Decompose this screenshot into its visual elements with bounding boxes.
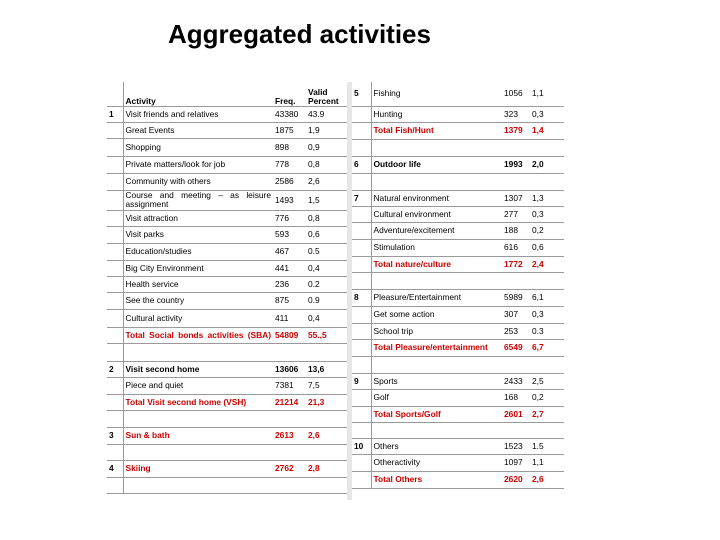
table-row xyxy=(352,356,564,373)
row-number xyxy=(352,406,371,422)
freq-cell: 2601 xyxy=(502,406,530,422)
freq-cell: 778 xyxy=(273,156,306,173)
freq-cell: 54809 xyxy=(273,327,306,343)
table-row xyxy=(107,343,347,361)
row-number xyxy=(107,243,123,260)
table-row xyxy=(352,454,564,471)
activity-cell: Total Others xyxy=(371,471,502,488)
table-row xyxy=(107,226,347,243)
percent-cell: 0,8 xyxy=(306,156,347,173)
percent-cell: 0,6 xyxy=(530,239,564,256)
percent-cell: 0,2 xyxy=(530,389,564,406)
table-row xyxy=(352,256,564,272)
percent-cell: 43.9 xyxy=(306,106,347,122)
percent-cell xyxy=(530,272,564,289)
activity-cell: Total Visit second home (VSH) xyxy=(123,394,273,410)
row-number xyxy=(352,222,371,239)
header-activity: Activity xyxy=(123,82,273,106)
percent-cell: 0,8 xyxy=(306,210,347,226)
row-number xyxy=(352,356,371,373)
table-row xyxy=(107,394,347,410)
activity-cell: Get some action xyxy=(371,306,502,323)
activity-cell: Big City Environment xyxy=(123,260,273,276)
row-number xyxy=(107,138,123,156)
percent-cell: 1,9 xyxy=(306,122,347,138)
row-number xyxy=(352,106,371,122)
table-row xyxy=(352,389,564,406)
percent-cell xyxy=(530,139,564,156)
row-number: 10 xyxy=(352,438,371,454)
freq-cell: 1379 xyxy=(502,122,530,139)
freq-cell xyxy=(502,272,530,289)
freq-cell: 1772 xyxy=(502,256,530,272)
row-number: 6 xyxy=(352,156,371,173)
row-number xyxy=(352,173,371,190)
percent-cell: 1,1 xyxy=(530,82,564,106)
activity-cell: Visit parks xyxy=(123,226,273,243)
table-row xyxy=(107,190,347,210)
freq-cell xyxy=(502,139,530,156)
table-row xyxy=(352,106,564,122)
table-row xyxy=(107,460,347,477)
activity-cell: Education/studies xyxy=(123,243,273,260)
freq-cell: 253 xyxy=(502,323,530,339)
row-number xyxy=(107,210,123,226)
activity-cell: Total Social bonds activities (SBA) xyxy=(123,327,273,343)
activity-cell xyxy=(371,173,502,190)
activity-cell: Great Events xyxy=(123,122,273,138)
table-row xyxy=(107,173,347,190)
percent-cell: 0,9 xyxy=(306,138,347,156)
activity-cell: Total Fish/Hunt xyxy=(371,122,502,139)
table-row xyxy=(107,260,347,276)
freq-cell: 1993 xyxy=(502,156,530,173)
row-number xyxy=(352,256,371,272)
freq-cell: 307 xyxy=(502,306,530,323)
table-row xyxy=(352,239,564,256)
activity-cell: Cultural environment xyxy=(371,206,502,222)
freq-cell xyxy=(273,477,306,493)
row-number xyxy=(107,226,123,243)
row-number: 8 xyxy=(352,289,371,306)
percent-cell xyxy=(306,444,347,460)
freq-cell: 1875 xyxy=(273,122,306,138)
percent-cell: 0,4 xyxy=(306,309,347,327)
freq-cell: 1307 xyxy=(502,190,530,206)
activity-cell: School trip xyxy=(371,323,502,339)
table-row xyxy=(107,427,347,444)
table-row xyxy=(352,323,564,339)
table-row xyxy=(107,156,347,173)
percent-cell: 1,3 xyxy=(530,190,564,206)
freq-cell: 236 xyxy=(273,276,306,292)
freq-cell: 776 xyxy=(273,210,306,226)
row-number: 7 xyxy=(352,190,371,206)
table-row xyxy=(352,438,564,454)
row-number xyxy=(352,389,371,406)
freq-cell: 875 xyxy=(273,292,306,309)
activity-cell: Visit attraction xyxy=(123,210,273,226)
activity-cell: Visit second home xyxy=(123,361,273,377)
table-row xyxy=(352,139,564,156)
row-number: 4 xyxy=(107,460,123,477)
freq-cell: 1523 xyxy=(502,438,530,454)
table-row xyxy=(107,138,347,156)
activity-cell: Visit friends and relatives xyxy=(123,106,273,122)
freq-cell: 188 xyxy=(502,222,530,239)
freq-cell xyxy=(502,173,530,190)
row-number: 3 xyxy=(107,427,123,444)
right-activity-table xyxy=(352,82,564,489)
percent-cell: 0,4 xyxy=(306,260,347,276)
row-number xyxy=(352,239,371,256)
row-number xyxy=(107,292,123,309)
activity-cell: Fishing xyxy=(371,82,502,106)
row-number xyxy=(107,260,123,276)
activity-cell xyxy=(371,422,502,438)
freq-cell xyxy=(273,343,306,361)
percent-cell: 6,7 xyxy=(530,339,564,356)
table-row xyxy=(352,173,564,190)
percent-cell: 0.3 xyxy=(530,323,564,339)
percent-cell: 0.9 xyxy=(306,292,347,309)
table-row xyxy=(107,292,347,309)
freq-cell: 411 xyxy=(273,309,306,327)
table-row xyxy=(352,190,564,206)
activity-cell: Hunting xyxy=(371,106,502,122)
row-number xyxy=(352,122,371,139)
activity-cell: Total Sports/Golf xyxy=(371,406,502,422)
percent-cell: 2,4 xyxy=(530,256,564,272)
percent-cell: 21,3 xyxy=(306,394,347,410)
activity-cell: Course and meeting – as leisure assignment xyxy=(123,190,273,210)
activity-cell: Pleasure/Entertainment xyxy=(371,289,502,306)
header-valid-percent: Valid Percent xyxy=(306,82,347,106)
row-number xyxy=(107,309,123,327)
row-number: 1 xyxy=(107,106,123,122)
percent-cell: 0,6 xyxy=(306,226,347,243)
table-row xyxy=(107,444,347,460)
row-number xyxy=(107,343,123,361)
activity-cell: Private matters/look for job xyxy=(123,156,273,173)
table-row xyxy=(107,276,347,292)
row-number xyxy=(352,422,371,438)
row-number xyxy=(352,471,371,488)
freq-cell: 467 xyxy=(273,243,306,260)
table-row xyxy=(352,289,564,306)
table-row xyxy=(107,377,347,394)
freq-cell: 323 xyxy=(502,106,530,122)
percent-cell: 1,5 xyxy=(306,190,347,210)
left-activity-table xyxy=(107,82,347,494)
freq-cell: 1097 xyxy=(502,454,530,471)
percent-cell: 0.5 xyxy=(306,243,347,260)
percent-cell: 2,6 xyxy=(306,173,347,190)
header-freq: Freq. xyxy=(273,82,306,106)
table-row xyxy=(107,327,347,343)
percent-cell: 2,0 xyxy=(530,156,564,173)
activity-cell: See the country xyxy=(123,292,273,309)
percent-cell: 0,2 xyxy=(530,222,564,239)
table-row xyxy=(107,122,347,138)
row-number xyxy=(352,339,371,356)
row-number xyxy=(107,477,123,493)
row-number xyxy=(107,276,123,292)
freq-cell: 13606 xyxy=(273,361,306,377)
activity-cell: Golf xyxy=(371,389,502,406)
table-row xyxy=(107,410,347,427)
freq-cell: 1493 xyxy=(273,190,306,210)
percent-cell: 2,8 xyxy=(306,460,347,477)
table-row xyxy=(352,122,564,139)
percent-cell xyxy=(306,343,347,361)
table-row xyxy=(352,272,564,289)
activity-cell: Others xyxy=(371,438,502,454)
row-number xyxy=(352,139,371,156)
activity-cell: Shopping xyxy=(123,138,273,156)
percent-cell: 0.2 xyxy=(306,276,347,292)
table-row xyxy=(107,361,347,377)
table-row xyxy=(107,477,347,493)
activity-cell: Otheractivity xyxy=(371,454,502,471)
freq-cell: 898 xyxy=(273,138,306,156)
activity-cell: Stimulation xyxy=(371,239,502,256)
activity-cell xyxy=(123,444,273,460)
activity-cell: Natural environment xyxy=(371,190,502,206)
freq-cell: 2586 xyxy=(273,173,306,190)
activity-cell xyxy=(371,139,502,156)
freq-cell xyxy=(502,422,530,438)
percent-cell: 1,1 xyxy=(530,454,564,471)
freq-cell: 7381 xyxy=(273,377,306,394)
percent-cell: 2,7 xyxy=(530,406,564,422)
percent-cell: 55.,5 xyxy=(306,327,347,343)
table-row xyxy=(352,306,564,323)
freq-cell: 2762 xyxy=(273,460,306,477)
freq-cell: 441 xyxy=(273,260,306,276)
percent-cell: 2,6 xyxy=(530,471,564,488)
table-row xyxy=(352,82,564,106)
row-number xyxy=(107,394,123,410)
table-row xyxy=(352,339,564,356)
freq-cell: 1056 xyxy=(502,82,530,106)
freq-cell: 43380 xyxy=(273,106,306,122)
freq-cell: 2433 xyxy=(502,373,530,389)
freq-cell xyxy=(273,410,306,427)
activity-cell xyxy=(371,272,502,289)
activity-cell: Sports xyxy=(371,373,502,389)
freq-cell: 5989 xyxy=(502,289,530,306)
percent-cell: 2,5 xyxy=(530,373,564,389)
activity-cell: Piece and quiet xyxy=(123,377,273,394)
table-row xyxy=(352,406,564,422)
freq-cell: 616 xyxy=(502,239,530,256)
table-row xyxy=(352,422,564,438)
percent-cell: 1,4 xyxy=(530,122,564,139)
row-number xyxy=(107,327,123,343)
activity-cell: Community with others xyxy=(123,173,273,190)
row-number: 2 xyxy=(107,361,123,377)
percent-cell xyxy=(530,173,564,190)
freq-cell: 2613 xyxy=(273,427,306,444)
percent-cell: 13,6 xyxy=(306,361,347,377)
percent-cell xyxy=(306,410,347,427)
percent-cell: 0,3 xyxy=(530,106,564,122)
activity-cell: Total nature/culture xyxy=(371,256,502,272)
percent-cell: 0,3 xyxy=(530,306,564,323)
table-row xyxy=(352,156,564,173)
freq-cell: 168 xyxy=(502,389,530,406)
row-number: 9 xyxy=(352,373,371,389)
row-number xyxy=(352,272,371,289)
table-row xyxy=(107,243,347,260)
activity-cell xyxy=(371,356,502,373)
freq-cell: 2620 xyxy=(502,471,530,488)
left-table-header xyxy=(107,82,347,106)
percent-cell: 6,1 xyxy=(530,289,564,306)
percent-cell xyxy=(530,356,564,373)
row-number xyxy=(352,306,371,323)
freq-cell: 21214 xyxy=(273,394,306,410)
freq-cell xyxy=(502,356,530,373)
row-number xyxy=(107,190,123,210)
activity-cell: Cultural activity xyxy=(123,309,273,327)
row-number xyxy=(107,444,123,460)
table-row xyxy=(107,106,347,122)
activity-cell: Skiing xyxy=(123,460,273,477)
page-title: Aggregated activities xyxy=(168,19,431,49)
row-number xyxy=(107,377,123,394)
table-row xyxy=(107,210,347,226)
freq-cell xyxy=(273,444,306,460)
table-row xyxy=(352,222,564,239)
activity-cell: Sun & bath xyxy=(123,427,273,444)
percent-cell: 1.5 xyxy=(530,438,564,454)
table-row xyxy=(352,471,564,488)
freq-cell: 277 xyxy=(502,206,530,222)
row-number xyxy=(352,323,371,339)
row-number xyxy=(352,206,371,222)
table-row xyxy=(352,206,564,222)
activity-cell xyxy=(123,343,273,361)
percent-cell: 0,3 xyxy=(530,206,564,222)
freq-cell: 6549 xyxy=(502,339,530,356)
row-number xyxy=(107,122,123,138)
activity-cell: Adventure/excitement xyxy=(371,222,502,239)
activity-cell: Total Pleasure/entertainment xyxy=(371,339,502,356)
activity-cell xyxy=(123,410,273,427)
percent-cell: 2,6 xyxy=(306,427,347,444)
header-number-cell xyxy=(107,82,123,106)
row-number xyxy=(352,454,371,471)
percent-cell xyxy=(306,477,347,493)
row-number xyxy=(107,156,123,173)
percent-cell: 7,5 xyxy=(306,377,347,394)
activity-cell xyxy=(123,477,273,493)
activity-cell: Outdoor life xyxy=(371,156,502,173)
table-row xyxy=(352,373,564,389)
row-number: 5 xyxy=(352,82,371,106)
table-row xyxy=(107,309,347,327)
percent-cell xyxy=(530,422,564,438)
row-number xyxy=(107,410,123,427)
row-number xyxy=(107,173,123,190)
freq-cell: 593 xyxy=(273,226,306,243)
activity-cell: Health service xyxy=(123,276,273,292)
